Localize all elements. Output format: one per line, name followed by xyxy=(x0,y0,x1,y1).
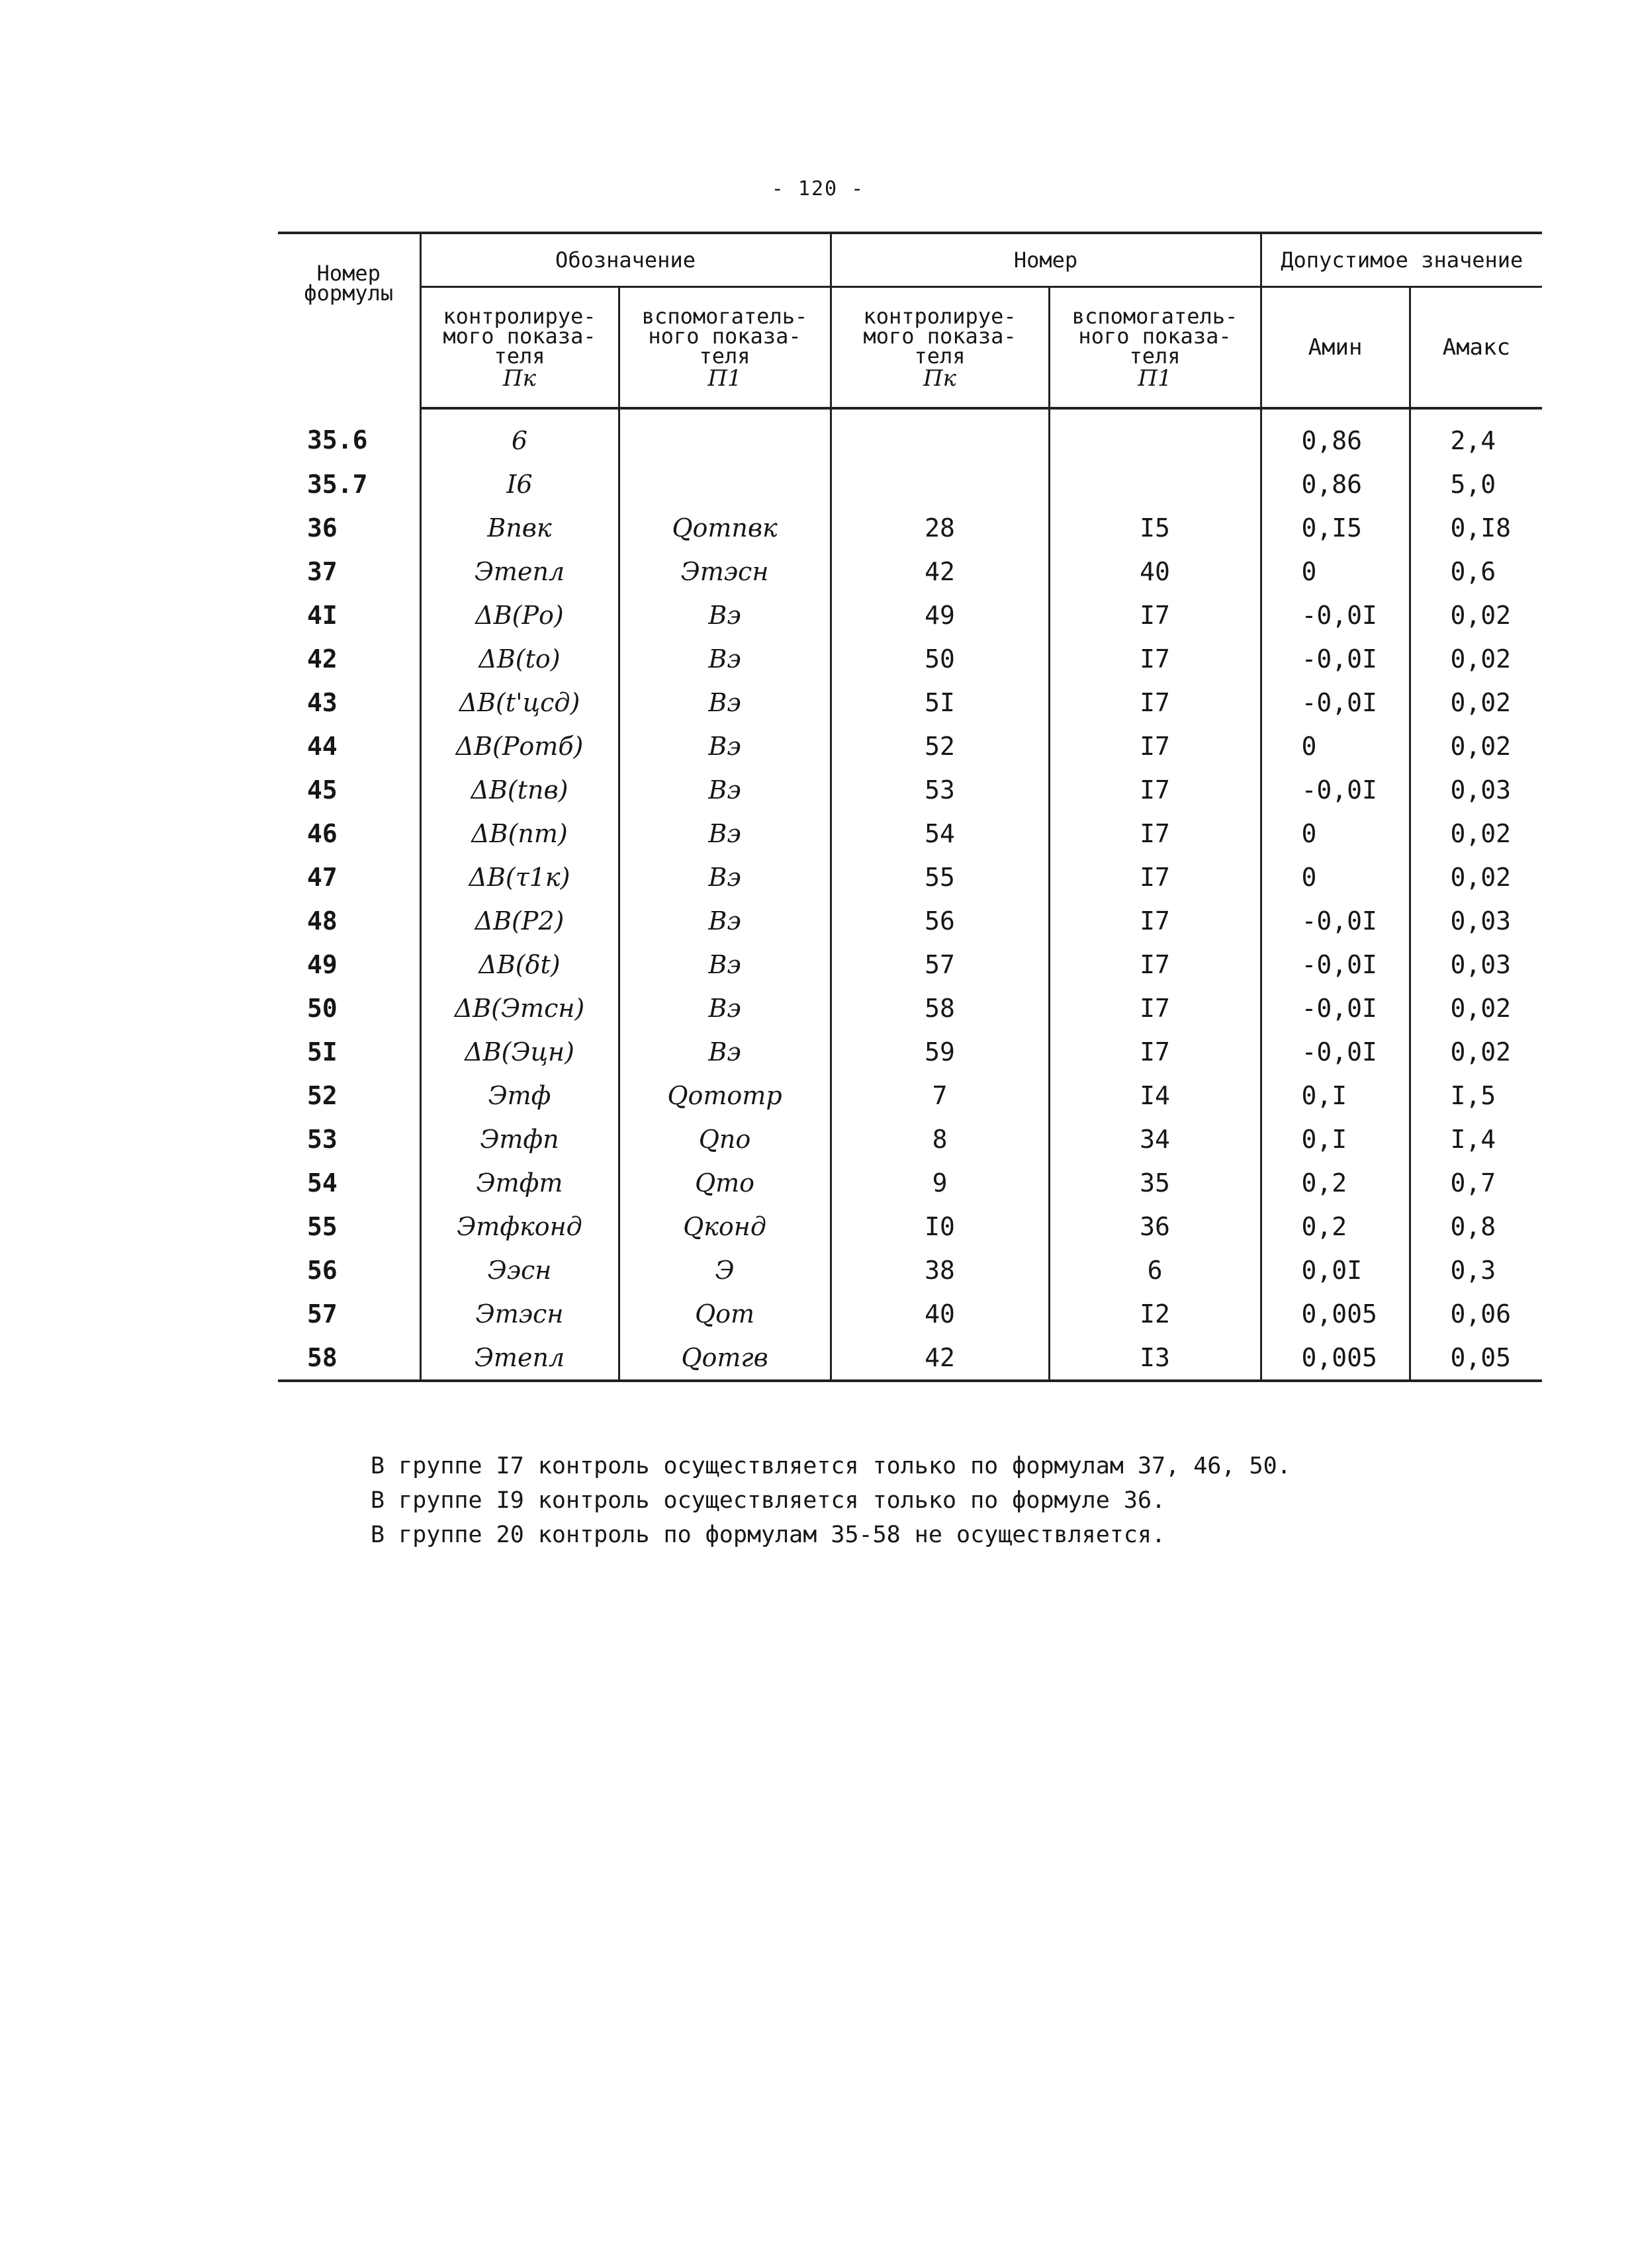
cell-formula-number: 56 xyxy=(307,1256,338,1285)
cell-auxiliary-designation: Вэ xyxy=(619,855,831,899)
table-row xyxy=(278,812,1542,855)
cell-auxiliary-designation: Qот xyxy=(619,1292,831,1336)
cell-a-max: 0,03 xyxy=(1410,899,1542,943)
cell-control-designation: ΔВ(to) xyxy=(420,637,619,681)
cell-auxiliary-designation: Qототр xyxy=(619,1074,831,1117)
cell-auxiliary-designation: Вэ xyxy=(619,986,831,1030)
cell-auxiliary-number: I7 xyxy=(1049,593,1261,637)
cell-a-min: 0,0I xyxy=(1261,1248,1410,1292)
cell-formula-number: 43 xyxy=(307,688,338,717)
cell-a-min: -0,0I xyxy=(1261,768,1410,812)
cell-control-designation: Этэсн xyxy=(420,1292,619,1336)
cell-control-number: 42 xyxy=(831,1336,1049,1381)
table-row xyxy=(278,506,1542,550)
cell-auxiliary-number: I4 xyxy=(1049,1074,1261,1117)
table-row xyxy=(278,1074,1542,1117)
cell-control-designation: ΔВ(tпв) xyxy=(420,768,619,812)
cell-auxiliary-number: I7 xyxy=(1049,855,1261,899)
cell-control-number: 9 xyxy=(831,1161,1049,1205)
cell-a-max: 0,02 xyxy=(1410,637,1542,681)
cell-auxiliary-designation: Вэ xyxy=(619,812,831,855)
header-aux-symbol: П1 xyxy=(1138,365,1172,392)
cell-auxiliary-number: 35 xyxy=(1049,1161,1261,1205)
table-row xyxy=(278,1161,1542,1205)
control-formulas-table xyxy=(278,232,1542,1382)
table-row xyxy=(278,1030,1542,1074)
header-aux-symbol: П1 xyxy=(707,365,742,392)
cell-auxiliary-designation: Этэсн xyxy=(619,550,831,593)
footnote-group-20: В группе 20 контроль по формулам 35-58 не осуществляется. xyxy=(371,1522,1166,1548)
cell-a-max: 0,3 xyxy=(1410,1248,1542,1292)
cell-auxiliary-designation: Qотпвк xyxy=(619,506,831,550)
cell-control-designation: ΔВ(τ1к) xyxy=(420,855,619,899)
cell-a-max: 2,4 xyxy=(1410,408,1542,462)
cell-auxiliary-number: I7 xyxy=(1049,899,1261,943)
cell-control-number: 53 xyxy=(831,768,1049,812)
cell-formula-number: 44 xyxy=(307,732,338,761)
header-aux-indicator-label: вспомогатель- ного показа- теля xyxy=(641,304,808,369)
table-row xyxy=(278,637,1542,681)
header-number-aux xyxy=(1049,287,1261,409)
table-row xyxy=(278,681,1542,724)
table-row xyxy=(278,408,1542,462)
cell-auxiliary-number xyxy=(1049,408,1261,462)
cell-auxiliary-designation: Qконд xyxy=(619,1205,831,1248)
cell-auxiliary-designation: Вэ xyxy=(619,768,831,812)
cell-a-max: 0,03 xyxy=(1410,768,1542,812)
cell-formula-number: 35.6 xyxy=(307,425,368,455)
cell-auxiliary-number: I7 xyxy=(1049,812,1261,855)
cell-a-min: 0,2 xyxy=(1261,1161,1410,1205)
cell-control-designation: Этепл xyxy=(420,550,619,593)
footnote-group-17: В группе I7 контроль осуществляется только по формулам 37, 46, 50. xyxy=(371,1453,1291,1479)
table-row xyxy=(278,462,1542,506)
cell-control-designation: ΔВ(Р2) xyxy=(420,899,619,943)
cell-control-number: I0 xyxy=(831,1205,1049,1248)
header-designation: Обозначение xyxy=(420,233,831,287)
table-row xyxy=(278,724,1542,768)
cell-auxiliary-designation: Вэ xyxy=(619,593,831,637)
cell-control-designation: ΔВ(Этсн) xyxy=(420,986,619,1030)
header-ctrl-indicator-label: контролируе- мого показа- теля xyxy=(443,304,596,369)
cell-formula-number: 57 xyxy=(307,1299,338,1329)
cell-auxiliary-designation: Qотгв xyxy=(619,1336,831,1381)
cell-auxiliary-number: I5 xyxy=(1049,506,1261,550)
cell-auxiliary-designation: Вэ xyxy=(619,1030,831,1074)
cell-a-max: 0,05 xyxy=(1410,1336,1542,1381)
cell-control-number: 54 xyxy=(831,812,1049,855)
cell-control-number: 40 xyxy=(831,1292,1049,1336)
header-formula-no: Номер формулы xyxy=(278,233,420,408)
cell-control-number: 59 xyxy=(831,1030,1049,1074)
cell-auxiliary-designation: Вэ xyxy=(619,899,831,943)
table-row xyxy=(278,550,1542,593)
header-a-min: Амин xyxy=(1261,287,1410,409)
page-number: - 120 - xyxy=(771,177,865,200)
cell-auxiliary-designation: Вэ xyxy=(619,637,831,681)
cell-control-number: 38 xyxy=(831,1248,1049,1292)
cell-a-min: 0,86 xyxy=(1261,408,1410,462)
header-number: Номер xyxy=(831,233,1261,287)
table-row xyxy=(278,1117,1542,1161)
cell-auxiliary-number: 6 xyxy=(1049,1248,1261,1292)
cell-auxiliary-number: I7 xyxy=(1049,986,1261,1030)
table-row xyxy=(278,1205,1542,1248)
cell-a-max: I,4 xyxy=(1410,1117,1542,1161)
cell-auxiliary-number: 34 xyxy=(1049,1117,1261,1161)
cell-formula-number: 45 xyxy=(307,775,338,805)
cell-a-max: 0,02 xyxy=(1410,593,1542,637)
cell-a-max: 0,06 xyxy=(1410,1292,1542,1336)
header-aux-indicator-label: вспомогатель- ного показа- теля xyxy=(1071,304,1238,369)
cell-auxiliary-number xyxy=(1049,462,1261,506)
cell-auxiliary-designation: Qпо xyxy=(619,1117,831,1161)
header-a-max: Амакс xyxy=(1410,287,1542,409)
cell-auxiliary-designation: Вэ xyxy=(619,943,831,986)
cell-a-min: 0,I xyxy=(1261,1117,1410,1161)
cell-a-min: -0,0I xyxy=(1261,1030,1410,1074)
cell-a-max: 5,0 xyxy=(1410,462,1542,506)
cell-a-max: 0,02 xyxy=(1410,812,1542,855)
cell-control-number: 55 xyxy=(831,855,1049,899)
table-row xyxy=(278,1248,1542,1292)
header-designation-ctrl xyxy=(420,287,619,409)
cell-formula-number: 36 xyxy=(307,513,338,543)
table-row xyxy=(278,986,1542,1030)
header-number-ctrl xyxy=(831,287,1049,409)
cell-formula-number: 47 xyxy=(307,863,338,892)
cell-a-min: 0,I xyxy=(1261,1074,1410,1117)
footnote-group-19: В группе I9 контроль осуществляется только по формуле 36. xyxy=(371,1487,1166,1514)
cell-control-designation: ΔВ(t'цсд) xyxy=(420,681,619,724)
cell-control-number: 7 xyxy=(831,1074,1049,1117)
cell-formula-number: 37 xyxy=(307,557,338,586)
header-ctrl-symbol: Пк xyxy=(923,365,956,392)
cell-control-number: 50 xyxy=(831,637,1049,681)
cell-a-min: 0,86 xyxy=(1261,462,1410,506)
table-row xyxy=(278,855,1542,899)
cell-auxiliary-number: 36 xyxy=(1049,1205,1261,1248)
cell-control-designation: Этф xyxy=(420,1074,619,1117)
cell-a-max: 0,02 xyxy=(1410,681,1542,724)
cell-a-max: 0,I8 xyxy=(1410,506,1542,550)
cell-control-designation: Этфконд xyxy=(420,1205,619,1248)
cell-control-designation: 6 xyxy=(420,408,619,462)
cell-control-designation: I6 xyxy=(420,462,619,506)
cell-auxiliary-number: I7 xyxy=(1049,637,1261,681)
cell-a-max: 0,02 xyxy=(1410,855,1542,899)
header-ctrl-indicator-label: контролируе- мого показа- теля xyxy=(863,304,1017,369)
cell-a-max: I,5 xyxy=(1410,1074,1542,1117)
cell-a-max: 0,03 xyxy=(1410,943,1542,986)
cell-auxiliary-designation xyxy=(619,462,831,506)
cell-control-number: 52 xyxy=(831,724,1049,768)
cell-formula-number: 42 xyxy=(307,644,338,674)
table-row xyxy=(278,899,1542,943)
footnotes xyxy=(371,1449,1562,1552)
cell-control-designation: Впвк xyxy=(420,506,619,550)
cell-auxiliary-designation: Qто xyxy=(619,1161,831,1205)
table-row xyxy=(278,768,1542,812)
cell-control-designation: ΔВ(Эцн) xyxy=(420,1030,619,1074)
cell-a-min: -0,0I xyxy=(1261,593,1410,637)
cell-control-designation: ΔВ(Ро) xyxy=(420,593,619,637)
cell-a-min: 0,I5 xyxy=(1261,506,1410,550)
cell-formula-number: 49 xyxy=(307,950,338,979)
cell-a-min: 0 xyxy=(1261,812,1410,855)
cell-a-min: 0,005 xyxy=(1261,1336,1410,1381)
cell-a-max: 0,6 xyxy=(1410,550,1542,593)
cell-formula-number: 54 xyxy=(307,1168,338,1198)
cell-a-max: 0,02 xyxy=(1410,986,1542,1030)
cell-a-max: 0,02 xyxy=(1410,724,1542,768)
cell-control-number: 8 xyxy=(831,1117,1049,1161)
cell-a-min: 0 xyxy=(1261,724,1410,768)
cell-formula-number: 48 xyxy=(307,906,338,936)
cell-control-number: 58 xyxy=(831,986,1049,1030)
table-row xyxy=(278,593,1542,637)
cell-formula-number: 35.7 xyxy=(307,470,368,499)
cell-control-designation: Ээсн xyxy=(420,1248,619,1292)
cell-auxiliary-designation: Вэ xyxy=(619,724,831,768)
cell-control-number: 42 xyxy=(831,550,1049,593)
cell-auxiliary-number: I7 xyxy=(1049,724,1261,768)
cell-formula-number: 4I xyxy=(307,601,338,630)
cell-control-number: 5I xyxy=(831,681,1049,724)
cell-auxiliary-number: 40 xyxy=(1049,550,1261,593)
cell-control-designation: Этфп xyxy=(420,1117,619,1161)
cell-control-number: 49 xyxy=(831,593,1049,637)
cell-a-min: -0,0I xyxy=(1261,637,1410,681)
cell-auxiliary-number: I2 xyxy=(1049,1292,1261,1336)
cell-control-designation: ΔВ(Ротб) xyxy=(420,724,619,768)
cell-formula-number: 58 xyxy=(278,1336,420,1381)
cell-a-min: -0,0I xyxy=(1261,899,1410,943)
header-designation-aux xyxy=(619,287,831,409)
cell-auxiliary-designation: Вэ xyxy=(619,681,831,724)
cell-formula-number: 46 xyxy=(307,819,338,848)
cell-auxiliary-number: I7 xyxy=(1049,943,1261,986)
cell-auxiliary-designation: Э xyxy=(619,1248,831,1292)
table-row xyxy=(278,1292,1542,1336)
cell-a-max: 0,02 xyxy=(1410,1030,1542,1074)
cell-auxiliary-number: I7 xyxy=(1049,1030,1261,1074)
table-row xyxy=(278,1336,1542,1381)
cell-a-max: 0,8 xyxy=(1410,1205,1542,1248)
cell-control-designation: Этепл xyxy=(420,1336,619,1381)
cell-control-number: 57 xyxy=(831,943,1049,986)
cell-control-designation: ΔВ(nт) xyxy=(420,812,619,855)
cell-control-number: 28 xyxy=(831,506,1049,550)
cell-control-number xyxy=(831,408,1049,462)
cell-formula-number: 50 xyxy=(307,994,338,1023)
cell-a-min: -0,0I xyxy=(1261,986,1410,1030)
table-row xyxy=(278,943,1542,986)
cell-a-min: 0 xyxy=(1261,550,1410,593)
cell-control-number xyxy=(831,462,1049,506)
cell-control-number: 56 xyxy=(831,899,1049,943)
cell-a-min: 0,2 xyxy=(1261,1205,1410,1248)
cell-a-max: 0,7 xyxy=(1410,1161,1542,1205)
cell-control-designation: ΔВ(δt) xyxy=(420,943,619,986)
cell-a-min: 0,005 xyxy=(1261,1292,1410,1336)
cell-auxiliary-designation xyxy=(619,408,831,462)
cell-formula-number: 55 xyxy=(307,1212,338,1241)
cell-formula-number: 52 xyxy=(307,1081,338,1110)
cell-a-min: -0,0I xyxy=(1261,681,1410,724)
table-body xyxy=(278,408,1542,1381)
cell-a-min: -0,0I xyxy=(1261,943,1410,986)
cell-a-min: 0 xyxy=(1261,855,1410,899)
cell-formula-number: 5I xyxy=(307,1037,338,1067)
cell-auxiliary-number: I7 xyxy=(1049,681,1261,724)
cell-auxiliary-number: I3 xyxy=(1049,1336,1261,1381)
cell-control-designation: Этфт xyxy=(420,1161,619,1205)
header-allowable-value: Допустимое значение xyxy=(1261,233,1542,287)
cell-auxiliary-number: I7 xyxy=(1049,768,1261,812)
cell-formula-number: 53 xyxy=(307,1125,338,1154)
header-ctrl-symbol: Пк xyxy=(503,365,536,392)
